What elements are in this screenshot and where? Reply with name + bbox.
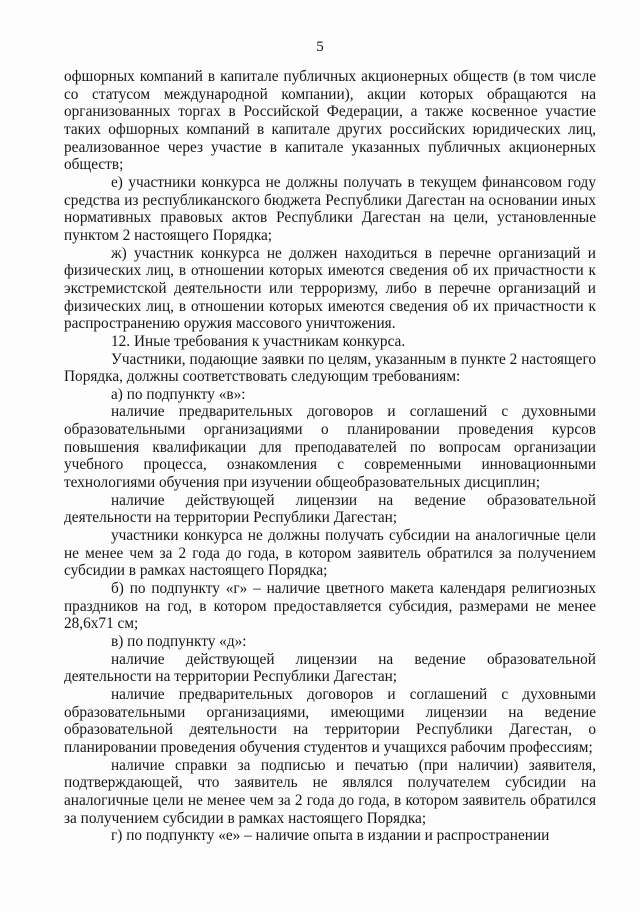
paragraph: наличие действующей лицензии на ведение образовательной деятельности на территории Республики Дагестан; [64,491,596,527]
paragraph: Участники, подающие заявки по целям, указанным в пункте 2 настоящего Порядка, должны соответствовать следующим требованиям: [64,350,596,386]
document-body [64,68,596,845]
paragraph: г) по подпункту «е» – наличие опыта в издании и распространении [111,827,550,845]
paragraph: наличие предварительных договоров и соглашений с духовными образовательными организациями, имеющими лицензии на ведение образовательной деятельности на территории Республики Дагестан, о планировании проведения обучения студентов и учащихся рабочим профессиям; [64,685,596,756]
paragraph: б) по подпункту «г» – наличие цветного макета календаря религиозных праздников на год, в котором предоставляется субсидия, размерами не менее 28,6х71 см; [64,580,596,633]
page-number: 5 [316,39,324,55]
paragraph: наличие действующей лицензии на ведение образовательной деятельности на территории Республики Дагестан; [64,650,596,686]
paragraph: офшорных компаний в капитале публичных акционерных обществ (в том числе со статусом международной компании), акции которых обращаются на организованных торгах в Российской Федерации, а также косвенное участие таких офшорных компаний в капитале других российских юридических лиц, реализованное через участие в капитале указанных публичных акционерных обществ; [64,68,596,174]
paragraph: участники конкурса не должны получать субсидии на аналогичные цели не менее чем за 2 года до года, в котором заявитель обратился за получением субсидии в рамках настоящего Порядка; [64,527,596,580]
paragraph: ж) участник конкурса не должен находиться в перечне организаций и физических лиц, в отношении которых имеются сведения об их причастности к экстремистской деятельности или терроризму, либо в перечне организаций и физических лиц, в отношении которых имеются сведения об их причастности к распространению оружия массового уничтожения. [64,244,596,333]
paragraph: наличие предварительных договоров и соглашений с духовными образовательными организациями о планировании проведения курсов повышения квалификации для преподавателей по вопросам организации учебного процесса, ознакомления с современными инновационными технологиями обучения при изучении общеобразовательных дисциплин; [64,403,596,492]
paragraph: е) участники конкурса не должны получать в текущем финансовом году средства из республиканского бюджета Республики Дагестан на основании иных нормативных правовых актов Республики Дагестан на цели, установленные пунктом 2 настоящего Порядка; [64,173,596,244]
paragraph: наличие справки за подписью и печатью (при наличии) заявителя, подтверждающей, что заявитель не являлся получателем субсидии на аналогичные цели не менее чем за 2 года до года, в котором заявитель обратился за получением субсидии в рамках настоящего Порядка; [64,756,596,827]
paragraph: в) по подпункту «д»: [111,633,247,650]
paragraph: а) по подпункту «в»: [111,385,246,403]
paragraph: 12. Иные требования к участникам конкурса. [111,332,406,350]
